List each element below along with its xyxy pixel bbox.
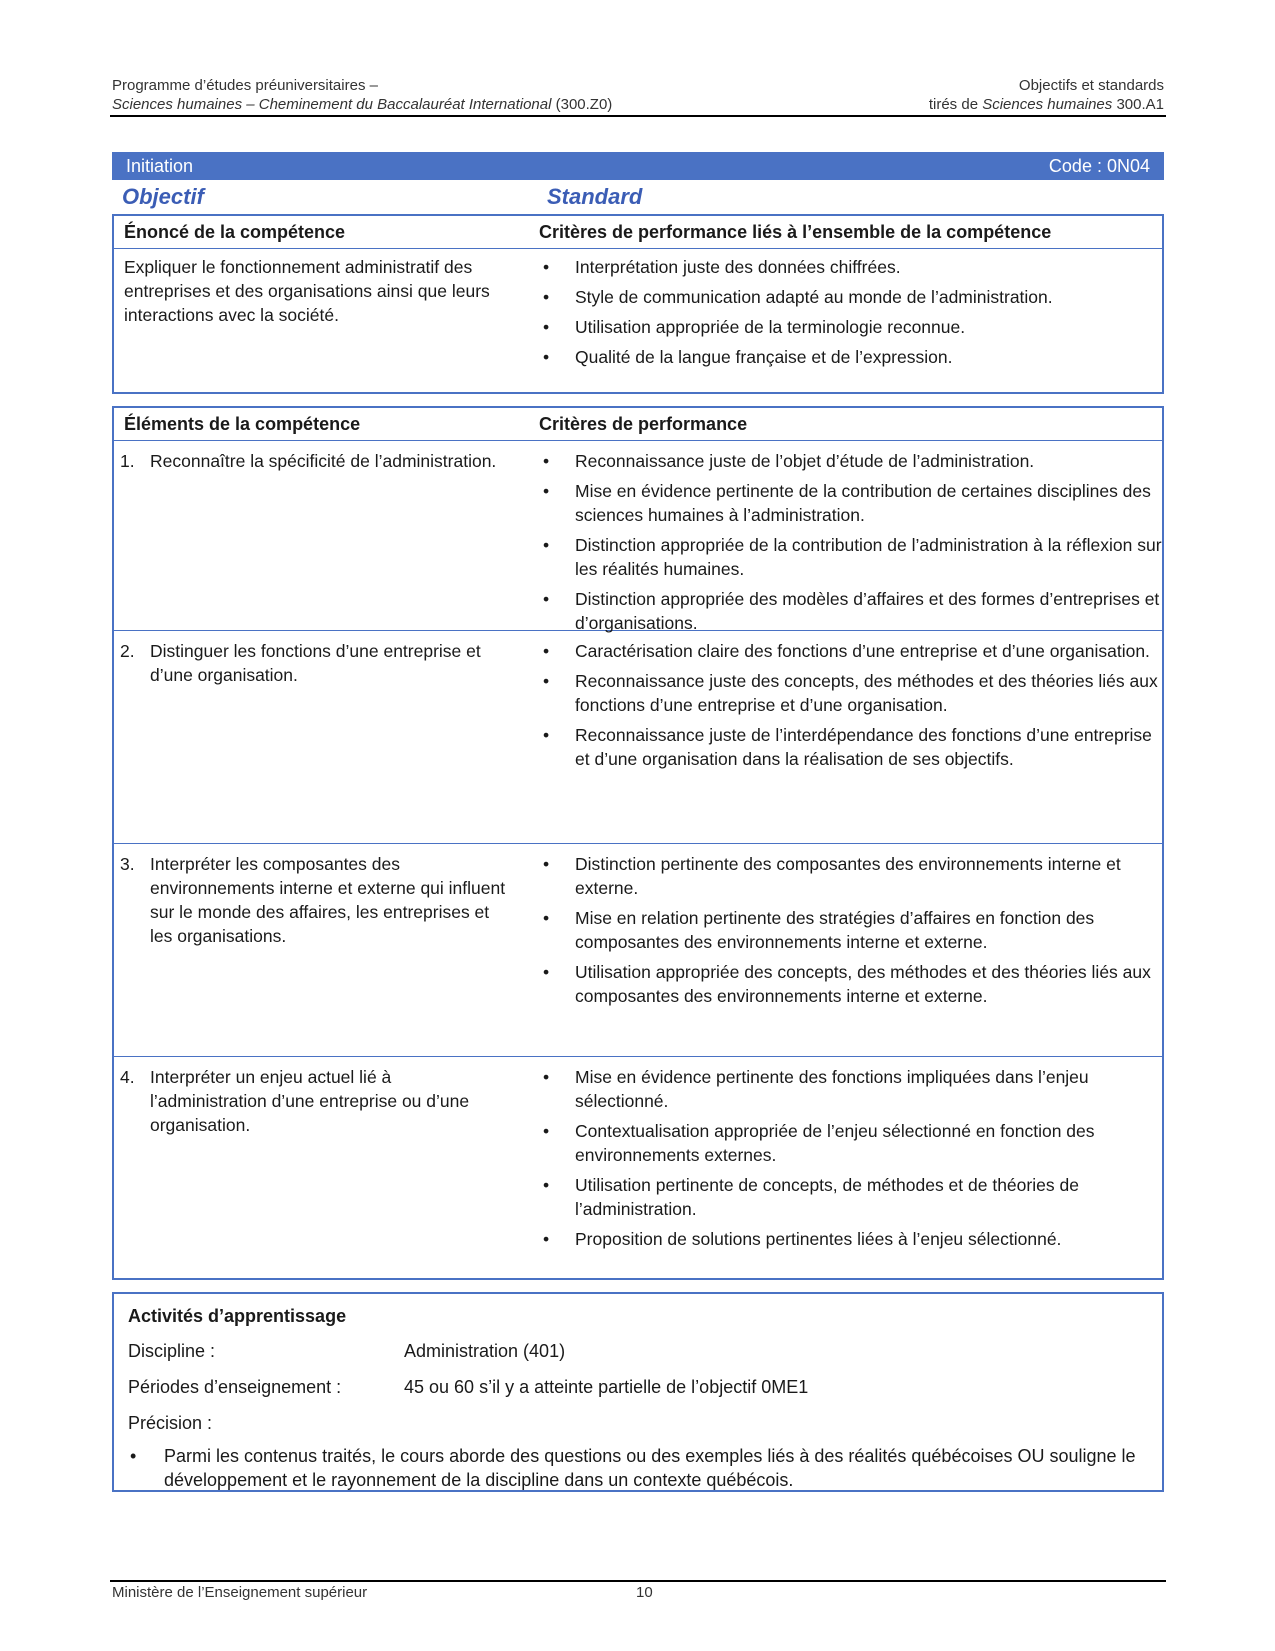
global-criteria-list [539,255,1162,369]
list-item: • Contextualisation appropriée de l’enjeu sélectionné en fonction des environnements externes. [539,1119,1162,1167]
element-text: Reconnaître la spécificité de l’administration. [150,451,497,471]
list-item: • Qualité de la langue française et de l’expression. [539,345,1162,369]
competence-header: Énoncé de la compétence [124,221,346,242]
element-number: 1. [120,451,135,471]
list-item: • Mise en relation pertinente des stratégies d’affaires en fonction des composantes des environnements interne et externe. [539,906,1162,954]
header-divider [110,115,1166,117]
course-banner [112,152,1164,180]
objectif-label: Objectif [122,184,204,209]
list-item: • Utilisation appropriée des concepts, des méthodes et des théories liés aux composantes des environnements interne et externe. [539,960,1162,1008]
element-text: Interpréter un enjeu actuel lié à l’administration d’une entreprise ou d’une organisation. [150,1067,470,1135]
header-program-detail [112,95,612,114]
footer-divider [110,1580,1166,1582]
element-text: Interpréter les composantes des environnements interne et externe qui influent sur le monde des affaires, les entreprises et les organisations. [150,854,506,946]
activities-title: Activités d’apprentissage [128,1306,347,1326]
list-item: • Distinction appropriée des modèles d’affaires et des formes d’entreprises et d’organisations. [539,587,1162,635]
table-row [114,630,1162,843]
activities-box [112,1292,1164,1492]
list-item: • Utilisation pertinente de concepts, de méthodes et de théories de l’administration. [539,1173,1162,1221]
list-item: • Caractérisation claire des fonctions d’une entreprise et d’une organisation. [539,639,1162,663]
page-number: 10 [636,1584,653,1601]
table-row [114,843,1162,1056]
course-title: Initiation [126,155,194,176]
list-item: • Mise en évidence pertinente des fonctions impliquées dans l’enjeu sélectionné. [539,1065,1162,1113]
course-code: Code : 0N04 [1048,155,1150,176]
precision-item [128,1444,1138,1492]
element-number: 2. [120,641,135,661]
list-item: • Proposition de solutions pertinentes liées à l’enjeu sélectionné. [539,1227,1162,1251]
element-criteria-list [539,852,1162,1008]
precision-label: Précision : [128,1413,213,1433]
header-program-name: Sciences humaines – Cheminement du Baccalauréat International [112,96,552,113]
element-criteria-list [539,449,1162,635]
element-number: 3. [120,854,135,874]
standard-label: Standard [547,184,643,209]
element-criteria-header: Critères de performance [539,413,748,434]
header-section: Objectifs et standards [1018,77,1164,94]
element-criteria-list [539,1065,1162,1251]
list-item: • Utilisation appropriée de la terminologie reconnue. [539,315,1162,339]
elements-table [112,406,1164,1280]
header-source-prefix: tirés de [928,96,983,113]
footer-ministry: Ministère de l’Enseignement supérieur [112,1584,368,1601]
discipline-value: Administration (401) [404,1341,566,1361]
list-item: • Reconnaissance juste de l’objet d’étude de l’administration. [539,449,1162,473]
periods-label: Périodes d’enseignement : [128,1377,342,1397]
bullet-icon: • [130,1446,137,1466]
elements-header: Éléments de la compétence [124,413,361,434]
header-source-name: Sciences humaines [982,96,1113,113]
table-row [114,440,1162,633]
list-item: • Mise en évidence pertinente de la contribution de certaines disciplines des sciences humaines à l’administration. [539,479,1162,527]
list-item: • Distinction pertinente des composantes des environnements interne et externe. [539,852,1162,900]
global-criteria-header: Critères de performance liés à l’ensemble de la compétence [539,221,1052,242]
discipline-label: Discipline : [128,1341,216,1361]
element-text: Distinguer les fonctions d’une entreprise et d’une organisation. [150,641,481,685]
header-source-code: 300.A1 [1112,96,1164,113]
list-item: • Interprétation juste des données chiffrées. [539,255,1162,279]
competence-table [112,214,1164,394]
list-item: • Style de communication adapté au monde de l’administration. [539,285,1162,309]
list-item: • Distinction appropriée de la contribution de l’administration à la réflexion sur les réalités humaines. [539,533,1162,581]
list-item: • Reconnaissance juste des concepts, des méthodes et des théories liés aux fonctions d’une entreprise et d’une organisation. [539,669,1162,717]
page-header [112,76,1164,114]
list-item: • Reconnaissance juste de l’interdépendance des fonctions d’une entreprise et d’une organisation dans la réalisation de ses objectifs. [539,723,1162,771]
precision-text: Parmi les contenus traités, le cours aborde des questions ou des exemples liés à des réalités québécoises OU souligne le développement et le rayonnement de la discipline dans un contexte québécois. [164,1446,1136,1490]
competence-statement: Expliquer le fonctionnement administratif des entreprises et des organisations ainsi que leurs interactions avec la société. [124,257,490,325]
table-row [114,1056,1162,1278]
element-number: 4. [120,1067,135,1087]
header-program: Programme d’études préuniversitaires – [112,77,378,94]
element-criteria-list [539,639,1162,771]
periods-value: 45 ou 60 s’il y a atteinte partielle de l’objectif 0ME1 [404,1377,809,1397]
header-program-code: (300.Z0) [551,96,613,113]
header-source [929,95,1164,114]
